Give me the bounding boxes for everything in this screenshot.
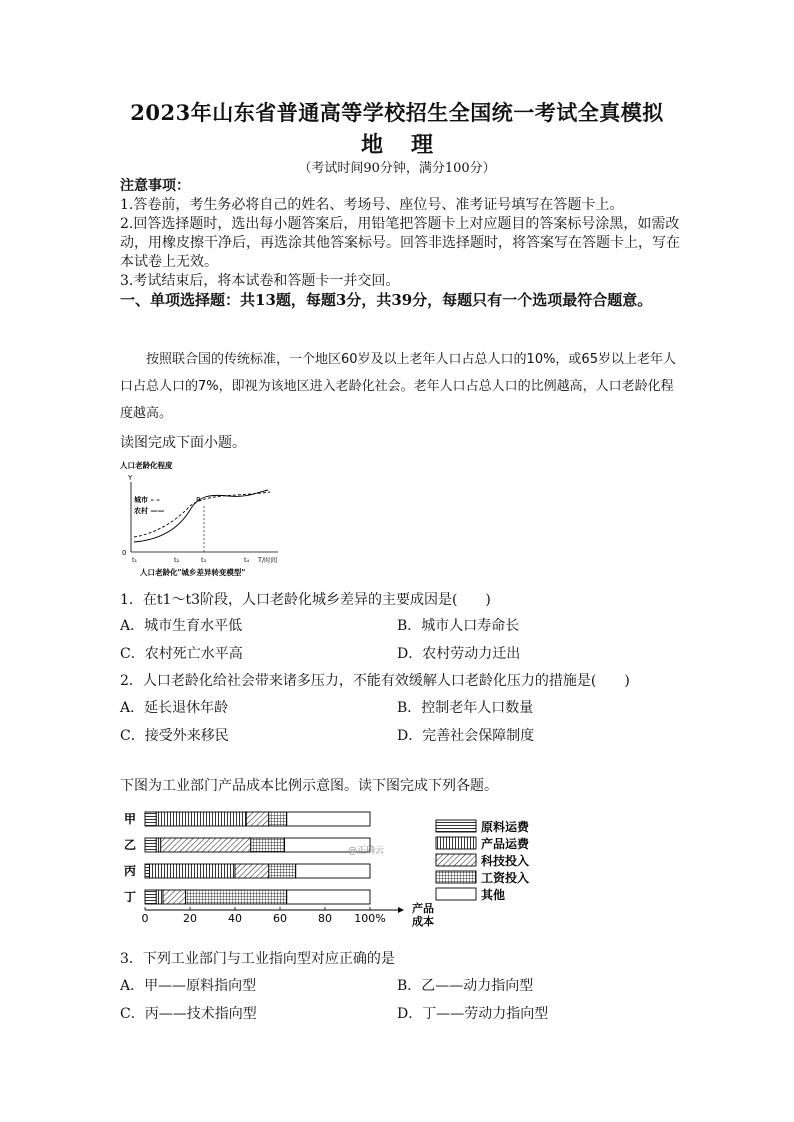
- exam-time-note: （考试时间90分钟，满分100分）: [298, 161, 496, 176]
- legend-swatch: [436, 820, 476, 832]
- bar-category-label: 乙: [124, 838, 137, 852]
- legend-swatch: [436, 837, 476, 849]
- fig1-tick-t4: t₄: [244, 556, 250, 564]
- x-tick-label: 60: [273, 912, 287, 925]
- fig1-x-label: T/时间: [258, 556, 278, 564]
- notice-item-2: 2.回答选择题时，选出每小题答案后，用铅笔把答题卡上对应题目的答案标号涂黑，如需改动，用橡皮擦干净后，再选涂其他答案标号。回答非选择题时，将答案写在答题卡上，写在本试卷上无效。: [120, 216, 680, 270]
- q3-option-a[interactable]: A．甲——原料指向型: [120, 978, 257, 994]
- fig1-tick-t1: t₁: [132, 556, 138, 564]
- bar-segment: [156, 838, 161, 852]
- bar-segment: [150, 864, 236, 878]
- x-tick-label: 20: [183, 912, 197, 925]
- aging-model-figure: [118, 458, 288, 580]
- question-2-stem: 2．人口老龄化给社会带来诸多压力，不能有效缓解人口老龄化压力的措施是( ): [120, 673, 630, 689]
- notice-heading: 注意事项：: [120, 178, 190, 194]
- q2-option-c[interactable]: C．接受外来移民: [120, 728, 229, 744]
- bar-segment: [269, 812, 287, 826]
- x-axis-arrow: [398, 907, 404, 913]
- legend-label: 科技投入: [481, 854, 530, 868]
- bar-segment: [156, 890, 163, 904]
- fig1-legend-city: 城市 – –: [134, 496, 160, 504]
- legend-label: 原料运费: [481, 820, 530, 834]
- q3-option-d[interactable]: D．丁——劳动力指向型: [397, 1006, 549, 1022]
- bar-segment: [287, 890, 370, 904]
- x-tick-label: 80: [318, 912, 332, 925]
- exam-title: 2023年山东省普通高等学校招生全国统一考试全真模拟: [130, 100, 664, 125]
- x-tick-label: 0: [141, 912, 149, 925]
- bar-segment: [145, 812, 156, 826]
- fig1-origin: 0: [122, 549, 127, 557]
- exam-subject: 地理: [360, 132, 461, 158]
- section-1-heading: 一、单项选择题：共13题，每题3分，共39分，每题只有一个选项最符合题意。: [120, 291, 653, 309]
- legend-swatch: [436, 871, 476, 883]
- bar-segment: [156, 812, 246, 826]
- question-3-stem: 3．下列工业部门与工业指向型对应正确的是: [120, 951, 395, 967]
- bar-category-label: 丙: [124, 864, 137, 878]
- bar-segment: [145, 838, 156, 852]
- q2-option-b[interactable]: B．控制老年人口数量: [397, 700, 534, 716]
- q3-option-b[interactable]: B．乙——动力指向型: [397, 978, 534, 994]
- q1-option-b[interactable]: B．城市人口寿命长: [397, 618, 520, 634]
- bar-segment: [296, 864, 370, 878]
- chart-watermark: @正确云: [348, 846, 385, 856]
- bar-segment: [235, 864, 269, 878]
- legend-label: 其他: [481, 888, 506, 902]
- fig1-point-p: P: [196, 496, 201, 504]
- q1-option-a[interactable]: A．城市生育水平低: [120, 618, 243, 634]
- bar-segment: [186, 890, 287, 904]
- fig1-tick-t2: t₂: [174, 556, 180, 564]
- q3-option-c[interactable]: C．丙——技术指向型: [120, 1006, 257, 1022]
- q2-option-d[interactable]: D．完善社会保障制度: [397, 728, 535, 744]
- q1-option-d[interactable]: D．农村劳动力迁出: [397, 646, 521, 662]
- notice-item-3: 3.考试结束后，将本试卷和答题卡一并交回。: [120, 273, 400, 289]
- bar-segment: [161, 838, 251, 852]
- q1-option-c[interactable]: C．农村死亡水平高: [120, 646, 243, 662]
- x-tick-label: 100%: [354, 912, 386, 925]
- industry-cost-chart: [118, 800, 558, 940]
- fig1-tick-t3: t₃: [201, 556, 207, 564]
- legend-swatch: [436, 888, 476, 900]
- x-axis-label: 产品: [412, 902, 434, 915]
- read-instruction-1: 读图完成下面小题。: [120, 435, 246, 451]
- notice-item-1: 1.答卷前，考生务必将自己的姓名、考场号、座位号、准考证号填写在答题卡上。: [120, 197, 624, 213]
- q2-option-a[interactable]: A．延长退休年龄: [120, 700, 229, 716]
- fig1-y-axis-label: 人口老龄化程度: [120, 461, 173, 470]
- bar-segment: [269, 864, 296, 878]
- read-instruction-2: 下图为工业部门产品成本比例示意图。读下图完成下列各题。: [120, 778, 498, 794]
- bar-segment: [287, 812, 370, 826]
- fig1-y-letter: Y: [128, 474, 133, 482]
- question-1-stem: 1．在t1～t3阶段，人口老龄化城乡差异的主要成因是( ): [120, 592, 491, 608]
- fig1-legend-rural: 农村 ——: [134, 507, 165, 515]
- legend-swatch: [436, 854, 476, 866]
- legend-label: 工资投入: [481, 871, 530, 885]
- x-tick-label: 40: [228, 912, 242, 925]
- bar-category-label: 甲: [124, 812, 137, 826]
- x-axis-label-2: 成本: [412, 915, 434, 928]
- bar-segment: [163, 890, 186, 904]
- bar-segment: [246, 812, 269, 826]
- bar-segment: [145, 864, 150, 878]
- bar-segment: [251, 838, 285, 852]
- bar-category-label: 丁: [124, 890, 137, 904]
- fig1-caption: 人口老龄化"城乡差异转变模型": [140, 568, 246, 577]
- passage-aging: 按照联合国的传统标准，一个地区60岁及以上老年人口占总人口的10%，或65岁以上老年人口占总人口的7%，即视为该地区进入老龄化社会。老年人口占总人口的比例越高，人口老龄化程度越高。: [120, 352, 676, 421]
- legend-label: 产品运费: [481, 837, 530, 851]
- bar-segment: [145, 890, 156, 904]
